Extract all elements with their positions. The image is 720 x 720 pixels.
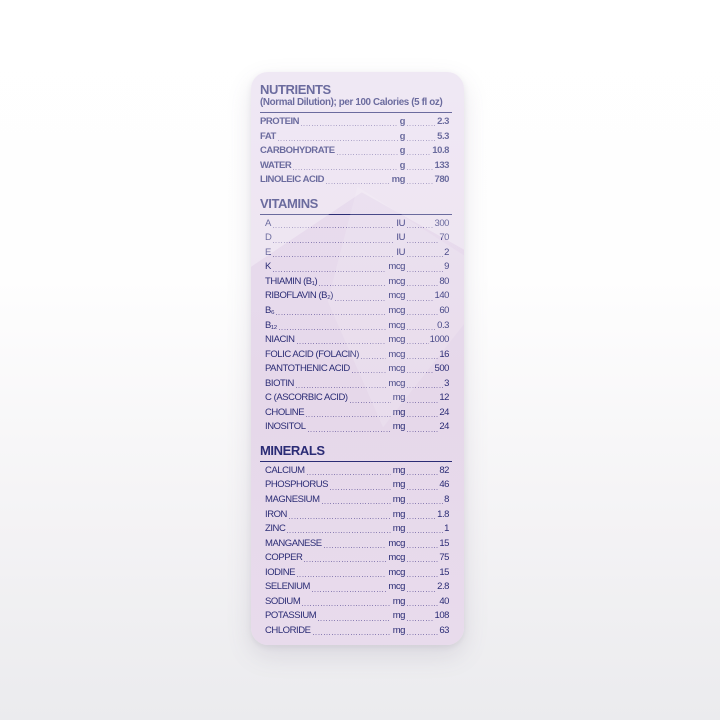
- row-value: 70: [439, 232, 449, 244]
- row-value: 2.8: [437, 581, 449, 593]
- leader-dots: [296, 377, 386, 392]
- nutrient-row: [260, 566, 452, 581]
- row-unit: mcg: [388, 581, 405, 593]
- row-value: 15: [439, 537, 449, 549]
- row-label: BIOTIN: [265, 377, 294, 389]
- row-unit: mcg: [388, 363, 405, 375]
- row-label: FOLIC ACID (FOLACIN): [265, 348, 359, 360]
- nutrient-row: [260, 115, 452, 130]
- row-unit: mg: [392, 508, 405, 520]
- leader-dots: [407, 246, 443, 261]
- row-value-wrap: [405, 464, 449, 479]
- nutrient-row: [260, 333, 452, 348]
- section-vitamins: [260, 196, 452, 435]
- leader-dots: [407, 595, 438, 610]
- row-value-wrap: [405, 173, 449, 188]
- row-value: 500: [434, 363, 449, 375]
- leader-dots: [407, 217, 433, 232]
- row-label: SELENIUM: [265, 581, 310, 593]
- row-value-wrap: [405, 493, 449, 508]
- row-label: THIAMIN (B₁): [265, 275, 318, 287]
- row-unit: IU: [396, 217, 405, 229]
- row-unit: mg: [392, 595, 405, 607]
- row-value: 16: [439, 348, 449, 360]
- leader-dots: [322, 493, 391, 508]
- leader-dots: [312, 580, 386, 595]
- row-label: PHOSPHORUS: [265, 479, 329, 491]
- leader-dots: [361, 348, 386, 363]
- row-value: 8: [444, 494, 449, 506]
- row-value: 1000: [429, 334, 449, 346]
- row-value-wrap: [405, 115, 449, 130]
- row-value-wrap: [405, 478, 449, 493]
- row-value: 5.3: [437, 130, 449, 142]
- nutrient-row: [260, 348, 452, 363]
- row-value-wrap: [405, 420, 449, 435]
- row-label: PANTOTHENIC ACID: [265, 363, 350, 375]
- leader-dots: [407, 319, 436, 334]
- row-value-wrap: [405, 144, 449, 159]
- row-unit: g: [399, 159, 405, 171]
- row-value-wrap: [405, 246, 449, 261]
- leader-dots: [407, 478, 438, 493]
- nutrient-row: [260, 464, 452, 479]
- row-unit: IU: [396, 246, 405, 258]
- row-label: INOSITOL: [265, 421, 306, 433]
- nutrient-row: [260, 537, 452, 552]
- row-value: 2: [444, 246, 449, 258]
- row-label: FAT: [260, 130, 276, 142]
- row-label: POTASSIUM: [265, 610, 317, 622]
- row-label: WATER: [260, 159, 292, 171]
- row-label: ZINC: [265, 523, 286, 535]
- leader-dots: [297, 566, 386, 581]
- row-unit: mcg: [388, 377, 405, 389]
- nutrition-label-panel: [251, 72, 464, 645]
- nutrient-row: [260, 551, 452, 566]
- leader-dots: [289, 508, 391, 523]
- nutrient-row: [260, 130, 452, 145]
- row-label: MAGNESIUM: [265, 494, 320, 506]
- nutrient-row: [260, 260, 452, 275]
- leader-dots: [273, 260, 387, 275]
- row-label: D: [265, 232, 272, 244]
- row-label: E: [265, 246, 271, 258]
- row-label: IODINE: [265, 566, 296, 578]
- row-label: CHOLINE: [265, 406, 305, 418]
- row-value-wrap: [405, 391, 449, 406]
- row-unit: mg: [392, 421, 405, 433]
- leader-dots: [407, 406, 438, 421]
- row-value: 80: [439, 275, 449, 287]
- row-label: LINOLEIC ACID: [260, 174, 324, 186]
- row-unit: mcg: [388, 261, 405, 273]
- row-unit: mcg: [388, 537, 405, 549]
- leader-dots: [318, 609, 390, 624]
- nutrient-row: [260, 493, 452, 508]
- row-value: 780: [434, 174, 449, 186]
- leader-dots: [407, 304, 438, 319]
- row-value-wrap: [405, 333, 449, 348]
- leader-dots: [407, 537, 438, 552]
- row-unit: mg: [392, 624, 405, 636]
- nutrient-row: [260, 289, 452, 304]
- row-value: 82: [439, 464, 449, 476]
- row-value: 140: [434, 290, 449, 302]
- row-value: 40: [439, 595, 449, 607]
- leader-dots: [302, 595, 390, 610]
- row-unit: mg: [392, 392, 405, 404]
- leader-dots: [407, 348, 438, 363]
- leader-dots: [407, 580, 436, 595]
- leader-dots: [407, 333, 429, 348]
- row-value-wrap: [405, 289, 449, 304]
- leader-dots: [407, 493, 443, 508]
- row-value: 24: [439, 421, 449, 433]
- row-unit: mcg: [388, 552, 405, 564]
- leader-dots: [407, 231, 438, 246]
- nutrient-row: [260, 173, 452, 188]
- section-rule: [260, 112, 452, 113]
- row-value-wrap: [405, 406, 449, 421]
- leader-dots: [307, 464, 391, 479]
- nutrient-row: [260, 217, 452, 232]
- row-label: IRON: [265, 508, 287, 520]
- row-value: 0.3: [437, 319, 449, 331]
- section-title: VITAMINS: [260, 195, 318, 211]
- row-value-wrap: [405, 130, 449, 145]
- row-value: 46: [439, 479, 449, 491]
- row-value-wrap: [405, 624, 449, 639]
- leader-dots: [407, 522, 443, 537]
- leader-dots: [306, 406, 391, 421]
- row-unit: mcg: [388, 319, 405, 331]
- leader-dots: [308, 420, 391, 435]
- row-value-wrap: [405, 537, 449, 552]
- row-value: 108: [434, 610, 449, 622]
- row-unit: mg: [392, 523, 405, 535]
- nutrient-row: [260, 275, 452, 290]
- leader-dots: [407, 362, 433, 377]
- leader-dots: [407, 566, 438, 581]
- row-value-wrap: [405, 551, 449, 566]
- leader-dots: [407, 130, 436, 145]
- row-value-wrap: [405, 508, 449, 523]
- row-value: 3: [444, 377, 449, 389]
- leader-dots: [335, 289, 386, 304]
- section-rows: [260, 217, 452, 435]
- row-value-wrap: [405, 231, 449, 246]
- leader-dots: [287, 522, 390, 537]
- nutrient-row: [260, 595, 452, 610]
- nutrient-row: [260, 420, 452, 435]
- leader-dots: [313, 624, 391, 639]
- leader-dots: [324, 537, 387, 552]
- row-label: SODIUM: [265, 595, 301, 607]
- row-value: 60: [439, 305, 449, 317]
- row-value-wrap: [405, 362, 449, 377]
- leader-dots: [319, 275, 386, 290]
- row-unit: g: [399, 130, 405, 142]
- row-value: 300: [434, 217, 449, 229]
- row-value: 15: [439, 566, 449, 578]
- leader-dots: [407, 624, 438, 639]
- leader-dots: [407, 464, 438, 479]
- row-value-wrap: [405, 275, 449, 290]
- leader-dots: [407, 260, 443, 275]
- nutrient-row: [260, 231, 452, 246]
- leader-dots: [350, 391, 391, 406]
- section-title: MINERALS: [260, 442, 325, 458]
- section-minerals: [260, 443, 452, 639]
- nutrition-label-sections: [251, 72, 464, 639]
- row-value: 63: [439, 624, 449, 636]
- row-value: 9: [444, 261, 449, 273]
- row-value-wrap: [405, 566, 449, 581]
- row-value-wrap: [405, 609, 449, 624]
- leader-dots: [407, 115, 436, 130]
- nutrient-row: [260, 391, 452, 406]
- leader-dots: [297, 333, 387, 348]
- leader-dots: [273, 217, 395, 232]
- row-value-wrap: [405, 522, 449, 537]
- leader-dots: [273, 246, 395, 261]
- row-unit: g: [399, 145, 405, 157]
- row-unit: mg: [391, 174, 405, 186]
- nutrient-row: [260, 624, 452, 639]
- leader-dots: [337, 144, 398, 159]
- row-unit: mcg: [388, 566, 405, 578]
- leader-dots: [304, 551, 386, 566]
- nutrient-row: [260, 362, 452, 377]
- leader-dots: [407, 173, 433, 188]
- row-value-wrap: [405, 377, 449, 392]
- leader-dots: [279, 319, 387, 334]
- leader-dots: [407, 289, 433, 304]
- row-label: CALCIUM: [265, 464, 305, 476]
- nutrient-row: [260, 377, 452, 392]
- leader-dots: [407, 275, 438, 290]
- row-label: CARBOHYDRATE: [260, 145, 335, 157]
- leader-dots: [407, 377, 443, 392]
- row-unit: g: [399, 116, 405, 127]
- nutrient-row: [260, 304, 452, 319]
- leader-dots: [330, 478, 391, 493]
- row-value: 2.3: [437, 116, 449, 127]
- row-value-wrap: [405, 580, 449, 595]
- leader-dots: [326, 173, 390, 188]
- row-value-wrap: [405, 348, 449, 363]
- row-value: 24: [439, 406, 449, 418]
- row-value: 133: [434, 159, 449, 171]
- row-value-wrap: [405, 595, 449, 610]
- row-label: COPPER: [265, 552, 303, 564]
- row-unit: mcg: [388, 334, 405, 346]
- row-value: 1.8: [437, 508, 449, 520]
- leader-dots: [407, 391, 438, 406]
- row-unit: mg: [392, 406, 405, 418]
- nutrient-row: [260, 478, 452, 493]
- row-label: PROTEIN: [260, 116, 300, 127]
- section-nutrients: [260, 82, 452, 188]
- row-value-wrap: [405, 159, 449, 174]
- row-unit: mg: [392, 610, 405, 622]
- leader-dots: [407, 159, 433, 174]
- row-value: 10.8: [432, 145, 449, 157]
- leader-dots: [407, 609, 433, 624]
- row-value: 75: [439, 552, 449, 564]
- section-rows: [260, 115, 452, 188]
- row-value: 12: [439, 392, 449, 404]
- row-unit: IU: [396, 232, 405, 244]
- leader-dots: [273, 231, 394, 246]
- nutrient-row: [260, 159, 452, 174]
- section-rule: [260, 461, 452, 462]
- row-unit: mcg: [388, 290, 405, 302]
- nutrient-row: [260, 522, 452, 537]
- section-subtitle: (Normal Dilution); per 100 Calories (5 fl oz): [260, 97, 443, 108]
- leader-dots: [293, 159, 397, 174]
- section-title: NUTRIENTS: [260, 82, 331, 97]
- leader-dots: [407, 508, 436, 523]
- leader-dots: [407, 144, 431, 159]
- row-label: CHLORIDE: [265, 624, 311, 636]
- nutrient-row: [260, 609, 452, 624]
- row-label: B₁₂: [265, 319, 277, 331]
- leader-dots: [407, 420, 438, 435]
- section-rule: [260, 214, 452, 215]
- row-value-wrap: [405, 217, 449, 232]
- row-label: B₆: [265, 305, 275, 317]
- row-value-wrap: [405, 319, 449, 334]
- row-unit: mcg: [388, 275, 405, 287]
- nutrient-row: [260, 144, 452, 159]
- leader-dots: [352, 362, 387, 377]
- leader-dots: [301, 115, 398, 130]
- row-value-wrap: [405, 304, 449, 319]
- row-label: NIACIN: [265, 334, 295, 346]
- row-unit: mg: [392, 494, 405, 506]
- row-unit: mcg: [388, 305, 405, 317]
- leader-dots: [278, 130, 398, 145]
- leader-dots: [276, 304, 386, 319]
- row-label: MANGANESE: [265, 537, 322, 549]
- row-value-wrap: [405, 260, 449, 275]
- row-label: K: [265, 261, 271, 273]
- row-unit: mg: [392, 464, 405, 476]
- section-rows: [260, 464, 452, 639]
- row-unit: mg: [392, 479, 405, 491]
- leader-dots: [407, 551, 438, 566]
- row-value: 1: [444, 523, 449, 535]
- row-label: C (ASCORBIC ACID): [265, 392, 348, 404]
- nutrient-row: [260, 319, 452, 334]
- row-label: A: [265, 217, 271, 229]
- nutrient-row: [260, 508, 452, 523]
- nutrient-row: [260, 246, 452, 261]
- row-unit: mcg: [388, 348, 405, 360]
- nutrient-row: [260, 580, 452, 595]
- row-label: RIBOFLAVIN (B₂): [265, 290, 334, 302]
- nutrient-row: [260, 406, 452, 421]
